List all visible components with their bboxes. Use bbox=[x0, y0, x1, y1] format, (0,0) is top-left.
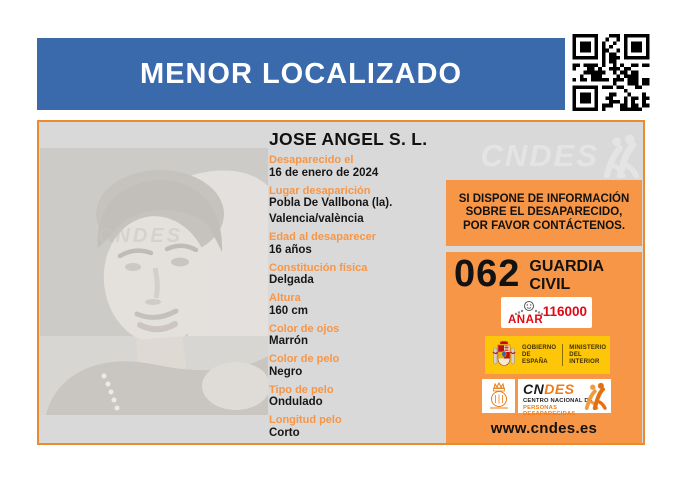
ministerio-line2: DEL INTERIOR bbox=[569, 351, 600, 365]
field-tipo-pelo bbox=[269, 384, 445, 410]
gobierno-text bbox=[522, 345, 556, 366]
gobierno-line2: DE ESPAÑA bbox=[522, 351, 548, 365]
cndes-watermark-text: CNDES bbox=[480, 138, 599, 173]
contact-message: SI DISPONE DE INFORMACIÓN SOBRE EL DESAPARECIDO, POR FAVOR CONTÁCTENOS. bbox=[458, 192, 630, 232]
field-color-pelo bbox=[269, 353, 445, 379]
cndes-watermark bbox=[451, 132, 643, 180]
person-details bbox=[269, 154, 445, 445]
ministerio-line1: MINISTERIO bbox=[569, 344, 607, 351]
cndes-figures-icon bbox=[599, 134, 643, 178]
ministerio-text bbox=[569, 345, 610, 366]
anar-name: ANAR bbox=[508, 314, 544, 326]
field-label: Longitud pelo bbox=[269, 414, 342, 426]
field-value: Valencia/valència bbox=[269, 213, 364, 225]
cndes-crest-box bbox=[482, 379, 515, 413]
cndes-subtitle1: CENTRO NACIONAL DE bbox=[523, 398, 593, 404]
field-longitud-pelo bbox=[269, 414, 445, 440]
contact-info-box bbox=[446, 252, 642, 443]
qr-code bbox=[567, 32, 655, 113]
field-value: Ondulado bbox=[269, 396, 323, 408]
field-value: 160 cm bbox=[269, 304, 309, 317]
cndes-subtitle2: PERSONAS DESAPARECIDAS bbox=[523, 405, 576, 417]
field-value: Negro bbox=[269, 365, 303, 378]
field-fecha-desaparicion bbox=[269, 154, 445, 180]
field-label: Lugar desaparición bbox=[269, 184, 371, 197]
contact-message-box bbox=[446, 180, 642, 246]
qr-code-icon bbox=[570, 34, 652, 111]
field-value: 16 de enero de 2024 bbox=[269, 166, 379, 179]
field-label: Color de pelo bbox=[269, 353, 340, 365]
cndes-acronym-prefix: CN bbox=[523, 381, 545, 397]
field-constitucion bbox=[269, 262, 445, 288]
spain-coat-of-arms-icon bbox=[492, 340, 516, 370]
field-value: Marrón bbox=[269, 335, 308, 347]
cndes-acronym-suffix: DES bbox=[544, 381, 575, 397]
gobierno-espana-logo bbox=[485, 336, 610, 374]
gobierno-divider bbox=[562, 344, 563, 366]
field-edad bbox=[269, 231, 445, 257]
banner-title: MENOR LOCALIZADO bbox=[139, 57, 463, 90]
svg-text:CNDES: CNDES bbox=[98, 225, 184, 247]
field-label: Color de ojos bbox=[269, 322, 340, 335]
field-value: 16 años bbox=[269, 243, 312, 256]
field-label: Altura bbox=[269, 292, 301, 304]
field-label: Edad al desaparecer bbox=[269, 231, 377, 243]
cndes-acronym bbox=[523, 381, 575, 397]
field-altura bbox=[269, 292, 445, 318]
cndes-logo-row bbox=[482, 379, 611, 417]
missing-person-photo bbox=[40, 148, 268, 415]
poster-card bbox=[37, 120, 645, 445]
field-value: Corto bbox=[269, 426, 300, 439]
anar-phone: 116000 bbox=[542, 304, 587, 319]
cndes-logo-box bbox=[518, 379, 611, 417]
field-value: Pobla De Vallbona (la). bbox=[269, 197, 393, 209]
cndes-crest-icon bbox=[486, 382, 512, 410]
person-name: JOSE ANGEL S. L. bbox=[269, 129, 428, 149]
emergency-number: 062 bbox=[454, 253, 521, 295]
cndes-figures-icon bbox=[582, 382, 609, 410]
field-color-ojos bbox=[269, 323, 445, 349]
banner bbox=[37, 38, 565, 110]
emergency-number-block bbox=[454, 254, 604, 294]
gobierno-line1: GOBIERNO bbox=[522, 344, 557, 351]
field-label: Tipo de pelo bbox=[269, 383, 334, 396]
field-label: Desaparecido el bbox=[269, 154, 354, 166]
emergency-org-line1: GUARDIA bbox=[529, 258, 605, 275]
field-label: Constitución física bbox=[269, 261, 368, 274]
anar-logo bbox=[501, 297, 592, 328]
field-value: Delgada bbox=[269, 274, 314, 286]
emergency-org bbox=[529, 258, 604, 294]
emergency-org-line2: CIVIL bbox=[529, 275, 571, 293]
website-url: www.cndes.es bbox=[490, 420, 598, 437]
field-lugar-desaparicion bbox=[269, 185, 445, 227]
